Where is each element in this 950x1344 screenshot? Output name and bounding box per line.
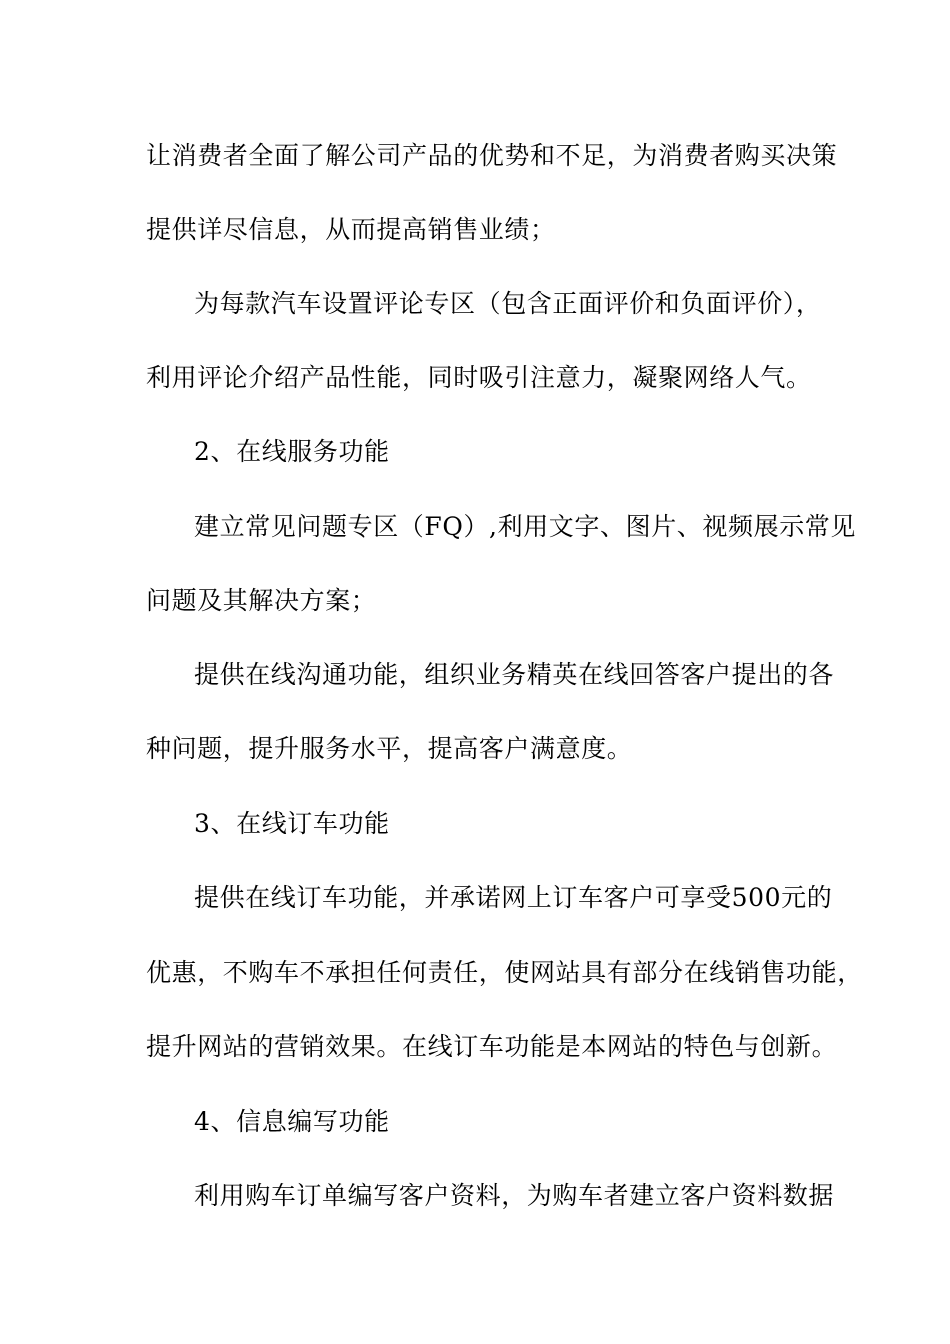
- section-heading: 3、在线订车功能: [194, 809, 390, 838]
- paragraph-start: 提供在线订车功能，并承诺网上订车客户可享受500元的: [194, 883, 833, 912]
- text-line: 让消费者全面了解公司产品的优势和不足，为消费者购买决策: [146, 141, 838, 170]
- paragraph-start: 提供在线沟通功能，组织业务精英在线回答客户提出的各: [194, 660, 835, 689]
- paragraph-start: 建立常见问题专区（FQ）,利用文字、图片、视频展示常见: [194, 512, 856, 541]
- paragraph-start: 利用购车订单编写客户资料，为购车者建立客户资料数据: [194, 1181, 835, 1210]
- text-line: 提供详尽信息，从而提高销售业绩；: [146, 215, 556, 244]
- text-line: 种问题，提升服务水平，提高客户满意度。: [146, 734, 633, 763]
- section-heading: 4、信息编写功能: [194, 1107, 390, 1136]
- text-line: 利用评论介绍产品性能，同时吸引注意力，凝聚网络人气。: [146, 363, 812, 392]
- text-line: 优惠，不购车不承担任何责任，使网站具有部分在线销售功能，: [146, 958, 863, 987]
- section-heading: 2、在线服务功能: [194, 437, 390, 466]
- text-line: 问题及其解决方案；: [146, 586, 377, 615]
- paragraph-start: 为每款汽车设置评论专区（包含正面评价和负面评价），: [194, 289, 822, 318]
- text-line: 提升网站的营销效果。在线订车功能是本网站的特色与创新。: [146, 1032, 838, 1061]
